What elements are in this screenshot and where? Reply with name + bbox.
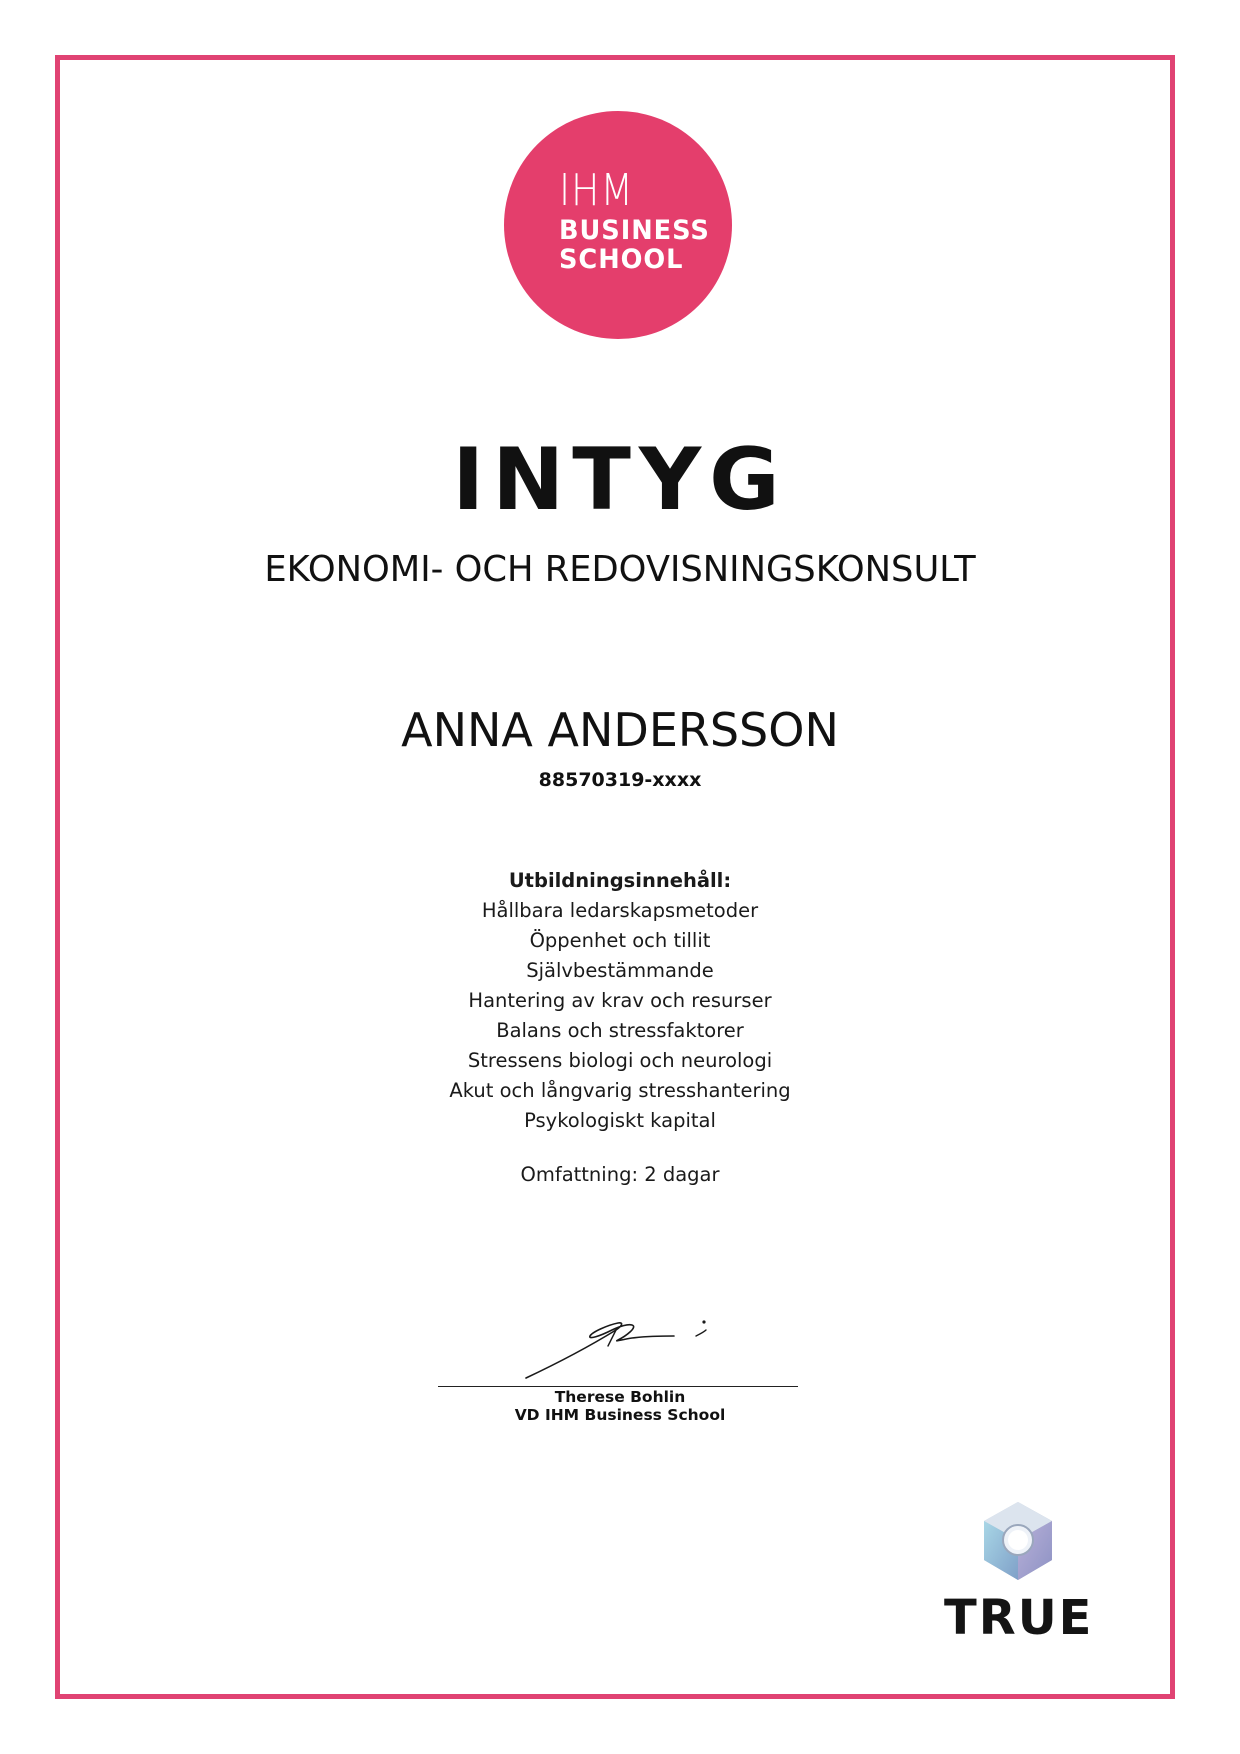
hexagon-cube-icon xyxy=(978,1500,1058,1582)
ihm-business-school-logo xyxy=(504,111,732,339)
list-item: Öppenhet och tillit xyxy=(529,929,711,952)
list-item: Akut och långvarig stresshantering xyxy=(449,1079,791,1102)
handwritten-signature xyxy=(520,1310,720,1390)
list-item: Balans och stressfaktorer xyxy=(496,1019,744,1042)
course-content-list xyxy=(0,896,1240,1136)
signer-name: Therese Bohlin xyxy=(554,1388,686,1406)
course-content xyxy=(0,866,1240,1136)
course-scope: Omfattning: 2 dagar xyxy=(520,1163,720,1186)
list-item: Hantering av krav och resurser xyxy=(468,989,772,1012)
course-content-heading: Utbildningsinnehåll: xyxy=(508,869,732,892)
personal-number: 88570319-xxxx xyxy=(538,769,702,791)
logo-text-business: BUSINESS xyxy=(559,215,710,246)
list-item: Självbestämmande xyxy=(526,959,714,982)
true-logo-text: TRUE xyxy=(944,1590,1094,1646)
certificate-title: INTYG xyxy=(452,430,788,530)
logo-text-ihm: IHM xyxy=(559,165,634,216)
signature-line xyxy=(438,1386,798,1387)
list-item: Hållbara ledarskapsmetoder xyxy=(481,899,759,922)
signer-title: VD IHM Business School xyxy=(514,1406,726,1424)
recipient-name: ANNA ANDERSSON xyxy=(401,703,839,757)
course-name: EKONOMI- OCH REDOVISNINGSKONSULT xyxy=(264,549,976,590)
logo-text-school: SCHOOL xyxy=(559,244,684,275)
list-item: Psykologiskt kapital xyxy=(524,1109,716,1132)
list-item: Stressens biologi och neurologi xyxy=(467,1049,773,1072)
